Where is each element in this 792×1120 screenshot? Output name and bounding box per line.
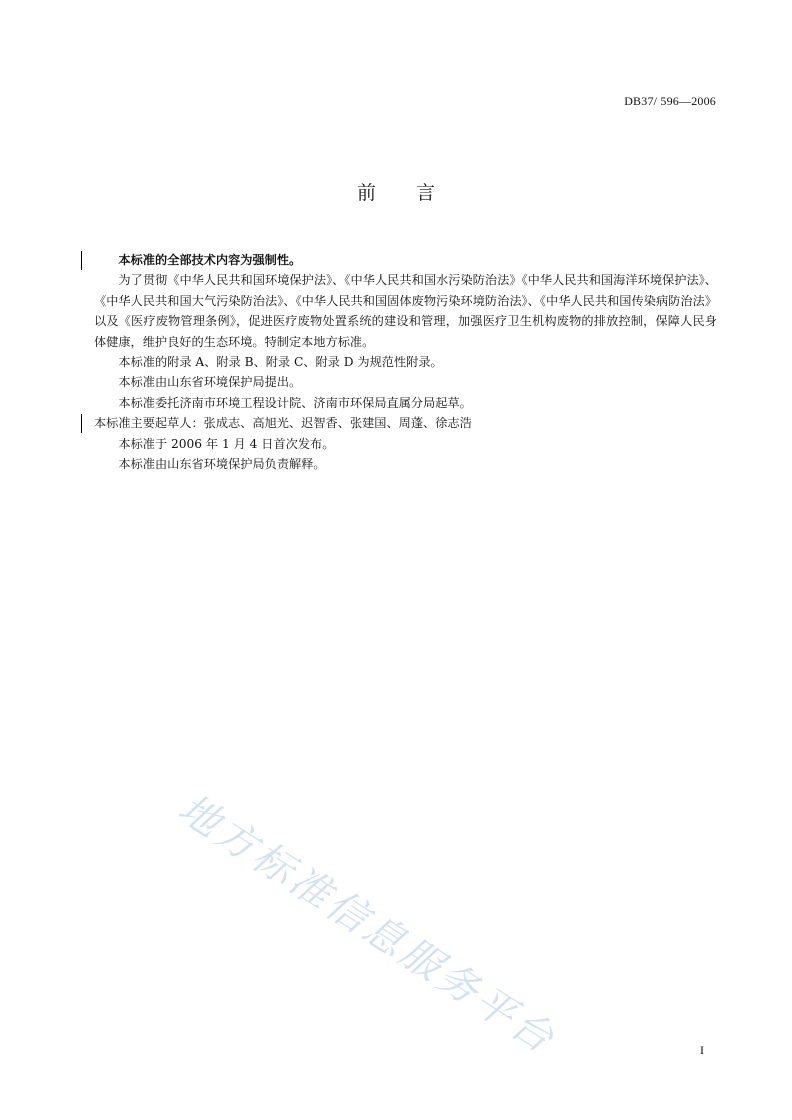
- paragraph-purpose: 为了贯彻《中华人民共和国环境保护法》、《中华人民共和国水污染防治法》《中华人民共和国海洋环境保护法》、《中华人民共和国大气污染防治法》、《中华人民共和国固体废物污染环境防治法》、《中华人民共和国传染病防治法》以及《医疗废物管理条例》，促进医疗废物处置系统的建设和管理，加强医疗卫生机构废物的排放控制，保障人民身体健康，维护良好的生态环境。特制定本地方标准。: [94, 273, 717, 349]
- paragraph-mandatory-statement: [94, 250, 717, 270]
- paragraph-text: 本标准主要起草人：张成志、高旭光、迟智香、张建国、周蓬、徐志浩: [94, 416, 472, 431]
- paragraph-drafting-units: 本标准委托济南市环境工程设计院、济南市环保局直属分局起草。: [118, 395, 472, 410]
- paragraph-release-date: 本标准于 2006 年 1 月 4 日首次发布。: [118, 436, 335, 451]
- document-code: DB37/ 596—2006: [624, 94, 716, 108]
- paragraph-drafters: [94, 413, 717, 433]
- page-number: I: [700, 1043, 704, 1057]
- paragraph-proposer: 本标准由山东省环境保护局提出。: [118, 375, 302, 390]
- paragraph-appendices: 本标准的附录 A、附录 B、附录 C、附录 D 为规范性附录。: [118, 355, 443, 370]
- page-title: 前言: [356, 182, 475, 204]
- watermark: 地方标准信息服务平台: [170, 785, 565, 1064]
- revision-bar: [81, 414, 82, 433]
- paragraph-text: 本标准的全部技术内容为强制性。: [118, 253, 302, 267]
- revision-bar: [81, 251, 82, 270]
- foreword-body: [94, 250, 717, 474]
- paragraph-interpretation: 本标准由山东省环境保护局负责解释。: [118, 457, 326, 472]
